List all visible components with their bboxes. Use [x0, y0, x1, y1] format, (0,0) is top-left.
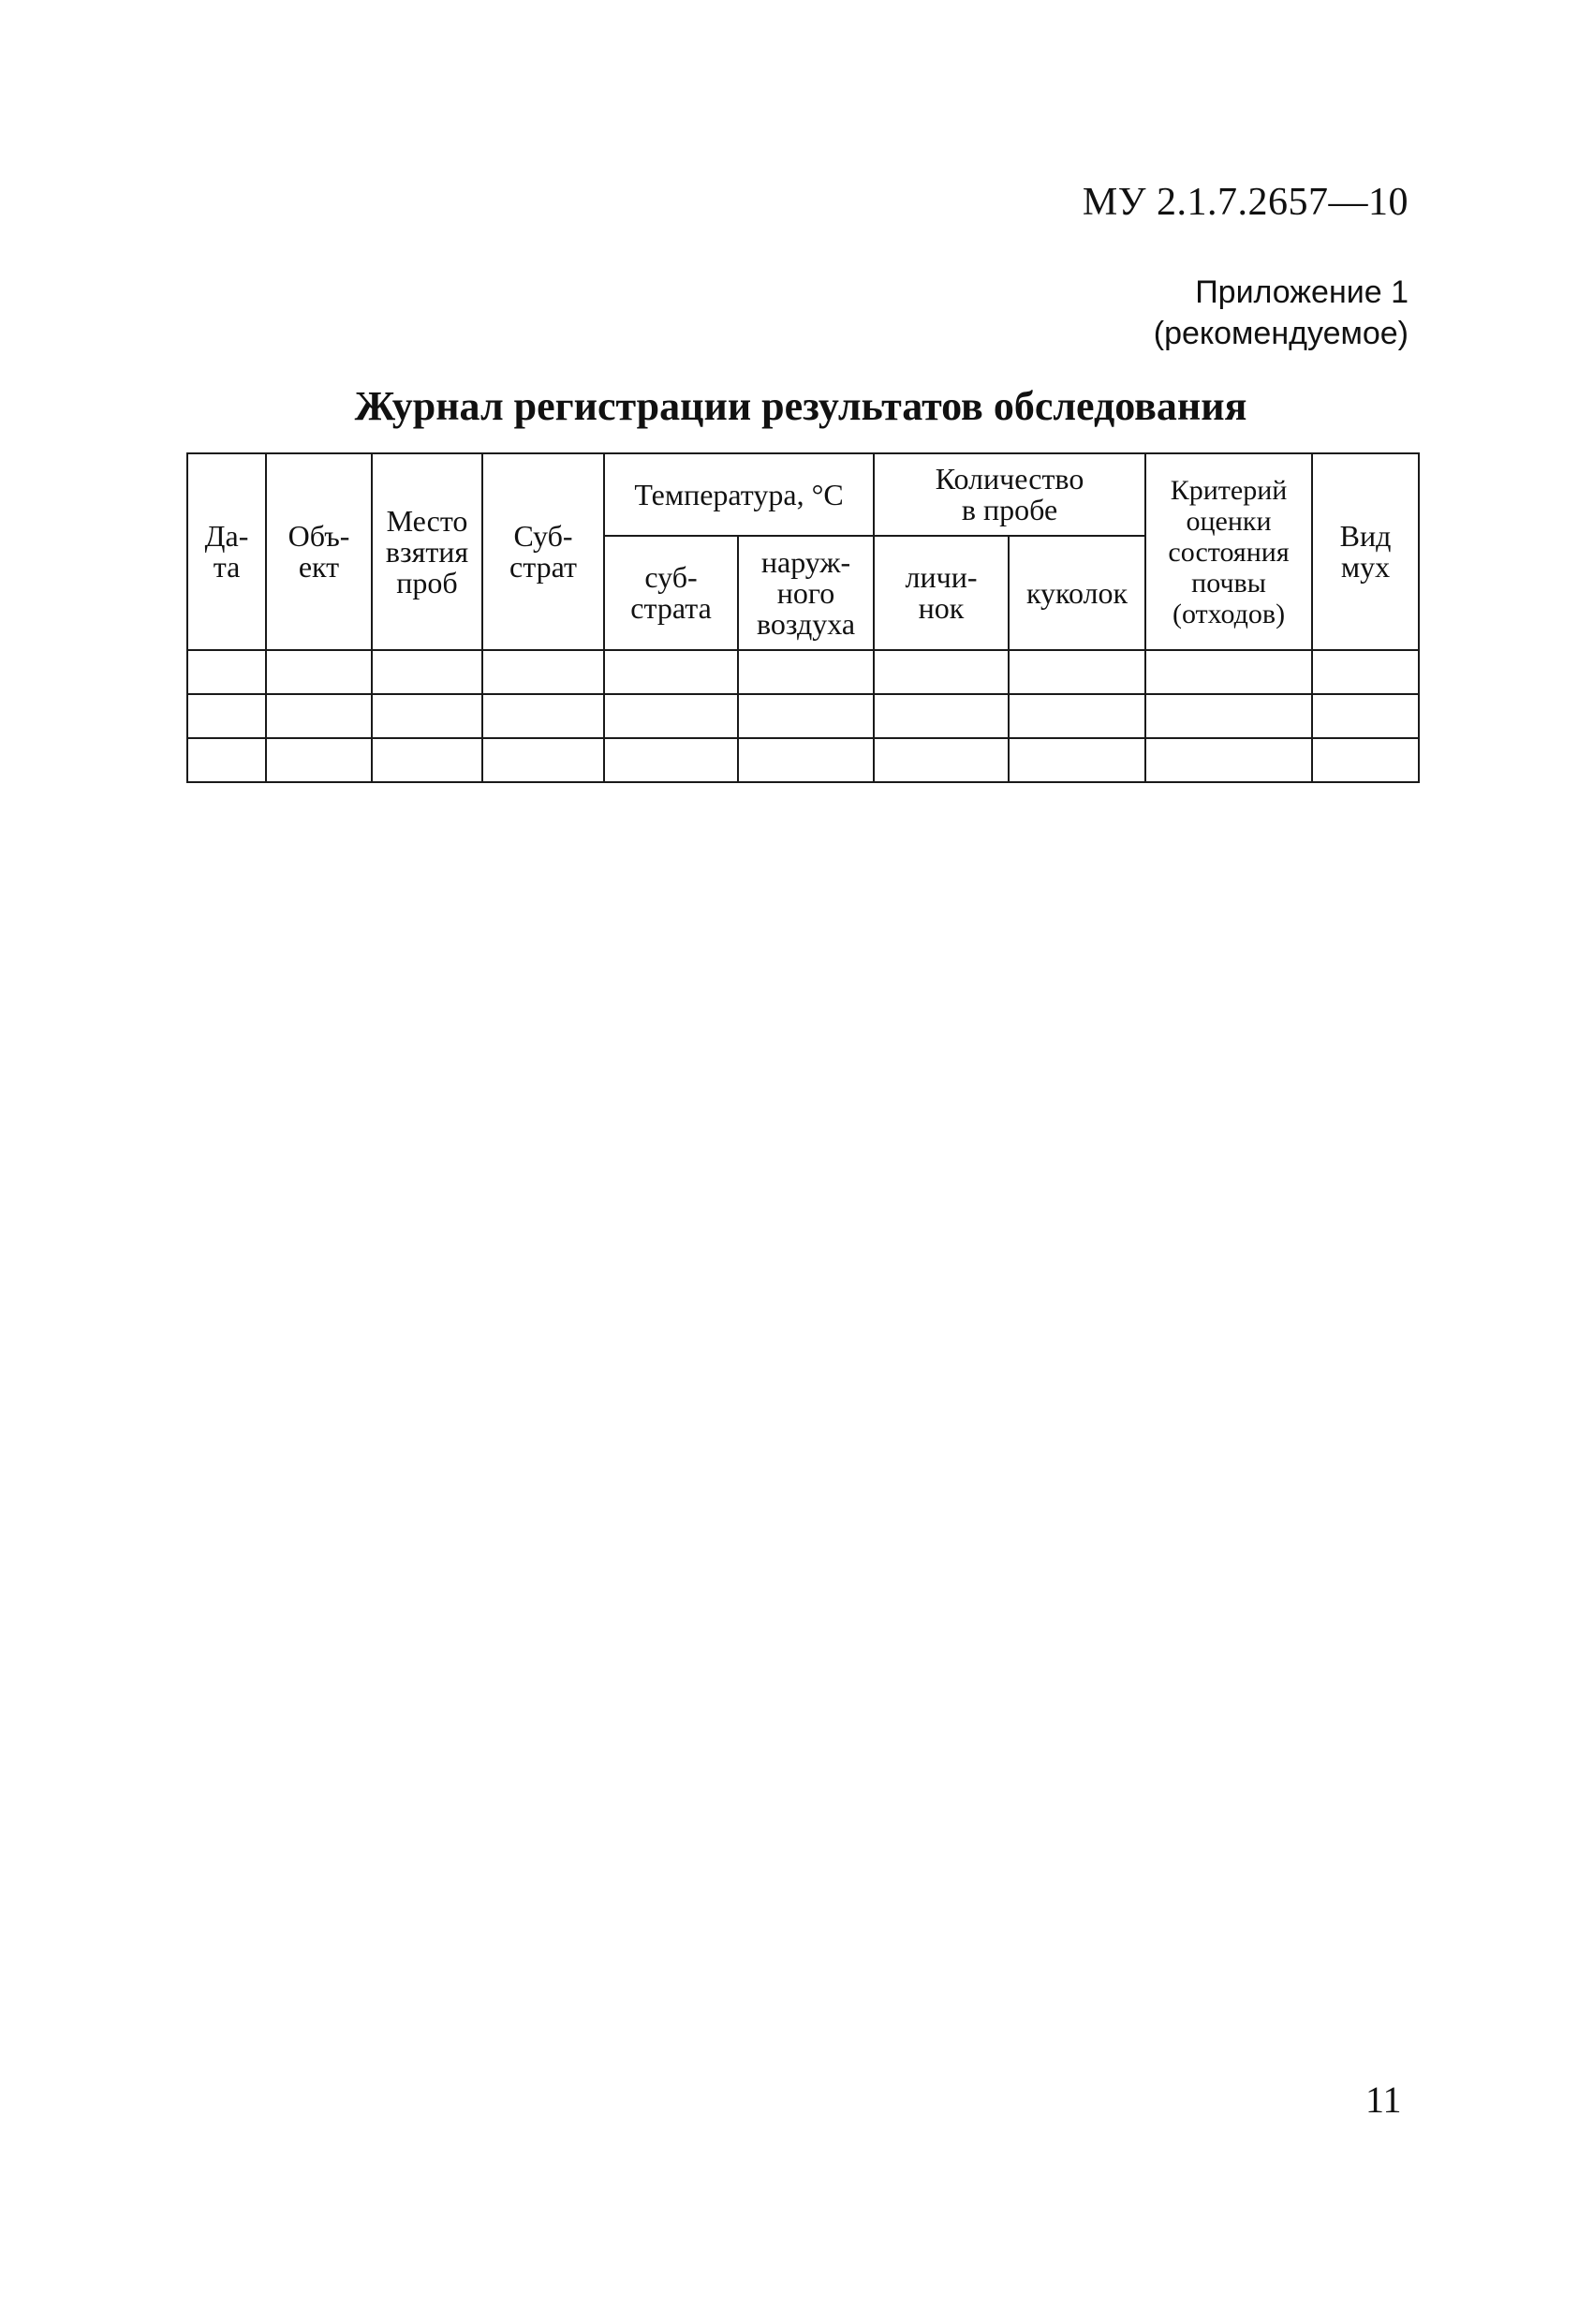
table-cell	[1312, 650, 1419, 694]
column-group-temperature: Температура, °С	[604, 453, 874, 536]
column-header-object: Объ- ект	[266, 453, 372, 650]
table-cell	[738, 650, 874, 694]
table-cell	[372, 694, 482, 738]
column-header-soil-criterion: Критерий оценки состояния почвы (отходов)	[1145, 453, 1312, 650]
table-cell	[372, 650, 482, 694]
table-cell	[1312, 738, 1419, 782]
table-cell	[1145, 650, 1312, 694]
registration-journal-table	[186, 452, 1420, 783]
column-header-pupae: куколок	[1009, 536, 1145, 650]
column-header-larvae: личи- нок	[874, 536, 1009, 650]
appendix-label: Приложение 1	[1195, 274, 1409, 310]
table-cell	[1145, 738, 1312, 782]
page-number: 11	[1365, 2079, 1402, 2121]
table-cell	[1009, 694, 1145, 738]
document-code: МУ 2.1.7.2657—10	[1082, 181, 1409, 224]
table-cell	[738, 694, 874, 738]
appendix-heading	[1154, 272, 1409, 354]
document-title: Журнал регистрации результатов обследования	[354, 383, 1247, 429]
column-header-fly-species: Вид мух	[1312, 453, 1419, 650]
table-cell	[266, 650, 372, 694]
table-cell	[482, 650, 604, 694]
table-row	[187, 694, 1419, 738]
table-cell	[874, 738, 1009, 782]
table-cell	[266, 694, 372, 738]
table-header-row	[187, 453, 1419, 536]
table-cell	[1145, 694, 1312, 738]
column-header-date: Да- та	[187, 453, 266, 650]
table-row	[187, 738, 1419, 782]
table-cell	[1009, 650, 1145, 694]
table-cell	[1009, 738, 1145, 782]
table-cell	[187, 650, 266, 694]
table-cell	[604, 694, 738, 738]
table-cell	[482, 738, 604, 782]
table-cell	[187, 738, 266, 782]
table-cell	[372, 738, 482, 782]
appendix-status: (рекомендуемое)	[1153, 316, 1409, 351]
column-header-substrate: Суб- страт	[482, 453, 604, 650]
column-header-sampling-site: Место взятия проб	[372, 453, 482, 650]
column-header-temperature-substrate: суб- страта	[604, 536, 738, 650]
table-cell	[738, 738, 874, 782]
table-cell	[266, 738, 372, 782]
table-cell	[1312, 694, 1419, 738]
table-cell	[874, 650, 1009, 694]
table-cell	[604, 650, 738, 694]
table-cell	[874, 694, 1009, 738]
table-cell	[604, 738, 738, 782]
table-body	[187, 650, 1419, 782]
column-header-temperature-outdoor-air: наруж- ного воздуха	[738, 536, 874, 650]
table-row	[187, 650, 1419, 694]
table-cell	[482, 694, 604, 738]
column-group-quantity: Количество в пробе	[874, 453, 1145, 536]
table-cell	[187, 694, 266, 738]
